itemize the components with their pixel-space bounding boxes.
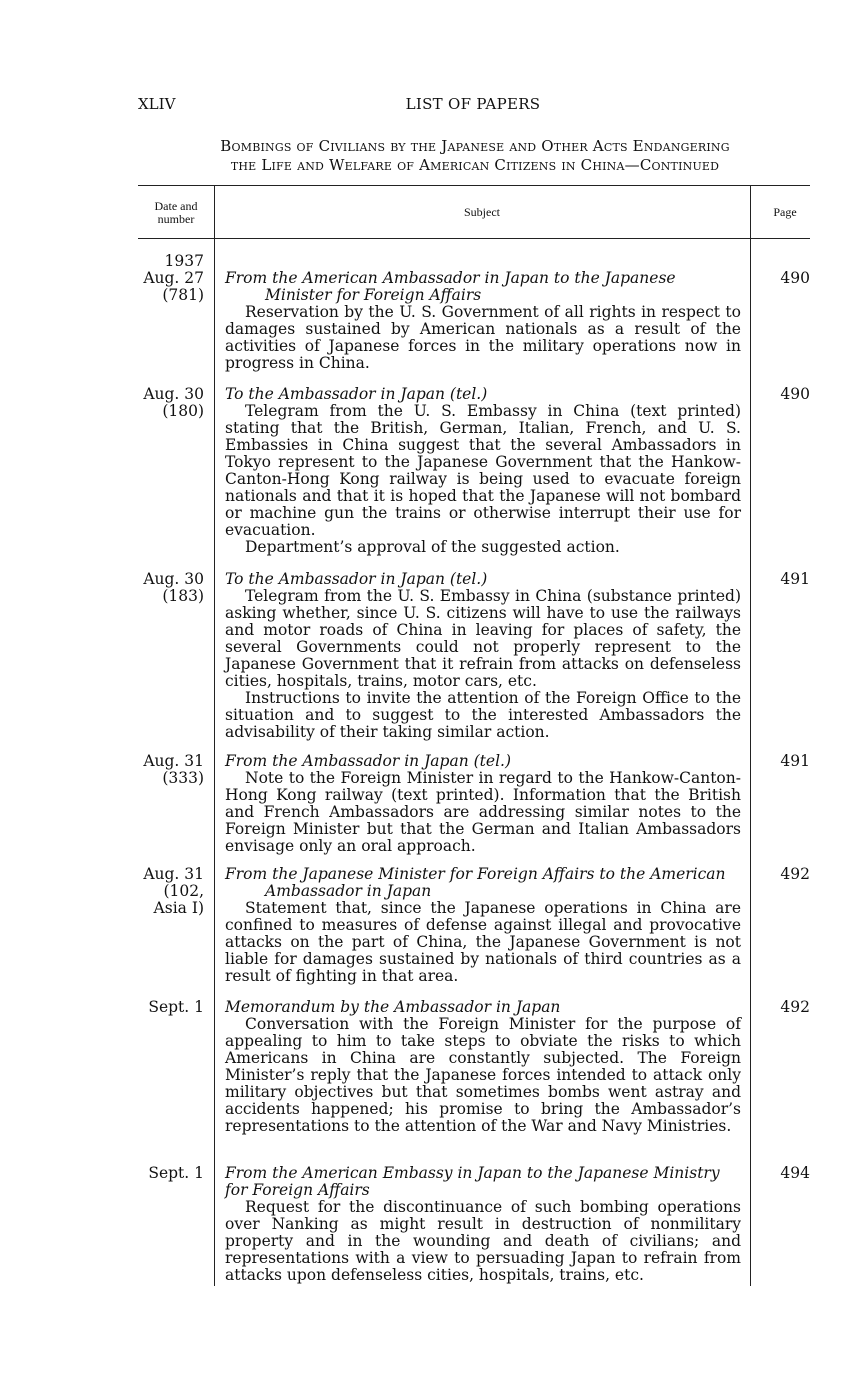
entry-subject-2 xyxy=(225,386,741,556)
column-header-date-line-2: number xyxy=(157,212,195,226)
header-bottom-rule xyxy=(138,238,810,239)
entry-page-1: 490 xyxy=(780,269,810,287)
entry-summary: Note to the Foreign Minister in regard to the Hankow-Canton-Hong Kong railway (text printed). Information that the British and French Ambassadors are addressing similar notes to the Foreign Minister but that the German and Italian Ambassadors envisage only an oral approach. xyxy=(225,769,741,855)
entry-date-7 xyxy=(120,1165,204,1182)
entry-page-2: 490 xyxy=(780,385,810,403)
entry-summary-2: Instructions to invite the attention of the Foreign Office to the situation and to suggest to the interested Ambassadors the advisability of their taking similar action. xyxy=(225,689,741,741)
entry-page-5: 492 xyxy=(780,865,810,883)
page-folio: XLIV xyxy=(138,95,176,113)
entry-subject-3 xyxy=(225,571,741,741)
entry-summary: Reservation by the U. S. Government of all rights in respect to damages sustained by American nationals as a result of the activities of Japanese forces in the military operations now in progress in China. xyxy=(225,303,741,372)
entry-date: Aug. 31 xyxy=(143,752,204,770)
section-title xyxy=(120,137,830,175)
entry-date: Aug. 27 xyxy=(143,269,204,287)
entry-date: Sept. 1 xyxy=(148,998,204,1016)
year-label: 1937 xyxy=(164,252,204,270)
entry-page-7: 494 xyxy=(780,1164,810,1182)
entry-summary: Conversation with the Foreign Minister for the purpose of appealing to him to take steps to obviate the risks to which Americans in China are constantly subjected. The Foreign Minister’s reply that the Japanese forces intended to attack only military objectives but that sometimes bombs went astray and accidents happened; his promise to bring the Ambassador’s representations to the attention of the War and Navy Ministries. xyxy=(225,1015,741,1135)
entry-number: (180) xyxy=(162,402,204,420)
entry-page-4: 491 xyxy=(780,752,810,770)
column-header-page: Page xyxy=(773,205,797,219)
entry-title: To the Ambassador in Japan (tel.) xyxy=(225,385,488,403)
entry-number: (183) xyxy=(162,587,204,605)
entry-summary: Telegram from the U. S. Embassy in China (substance printed) asking whether, since U. S. citizens will have to use the railways and motor roads of China in leaving for places of safety, the several Governments could not properly represent to the Japanese Government that it refrain from attacks on defenseless cities, hospitals, trains, motor cars, etc. xyxy=(225,587,741,690)
entry-date: Aug. 31 xyxy=(143,865,204,883)
column-header-subject: Subject xyxy=(464,205,500,219)
entry-date: Aug. 30 xyxy=(143,385,204,403)
entry-date: Sept. 1 xyxy=(148,1164,204,1182)
column-divider-left xyxy=(214,186,215,1286)
entry-number: (102, xyxy=(163,882,204,900)
entry-date-2 xyxy=(120,386,204,420)
entry-summary: Statement that, since the Japanese operations in China are confined to measures of defense against illegal and provocative attacks on the part of China, the Japanese Government is not liable for damages sustained by nationals of third countries as a result of fighting in that area. xyxy=(225,899,741,985)
entry-title: From the American Ambassador in Japan to the Japanese Minister for Foreign Affairs xyxy=(225,269,676,304)
entry-title: Memorandum by the Ambassador in Japan xyxy=(225,998,561,1016)
entry-title: To the Ambassador in Japan (tel.) xyxy=(225,570,488,588)
entry-summary: Request for the discontinuance of such bombing operations over Nanking as might result in destruction of nonmilitary property and in the wounding and death of civilians; and representations with a view to persuading Japan to refrain from attacks upon defenseless cities, hospitals, trains, etc. xyxy=(225,1198,741,1284)
entry-title: From the Ambassador in Japan (tel.) xyxy=(225,752,512,770)
entry-subject-1 xyxy=(225,270,741,372)
entry-subject-5 xyxy=(225,866,741,985)
entry-summary: Telegram from the U. S. Embassy in China (text printed) stating that the British, German, Italian, French, and U. S. Embassies in China suggest that the several Ambassadors in Tokyo represent to the Japanese Government that the Hankow-Canton-Hong Kong railway is being used to evacuate foreign nationals and that it is hoped that the Japanese will not bombard or machine gun the trains or otherwise interrupt their use for evacuation. xyxy=(225,402,741,539)
entry-date: Aug. 30 xyxy=(143,570,204,588)
entry-date-3 xyxy=(120,571,204,605)
entry-subject-4 xyxy=(225,753,741,855)
entry-subject-7 xyxy=(225,1165,741,1284)
column-header-date xyxy=(140,200,212,226)
entry-date-5 xyxy=(120,866,204,917)
running-head: LIST OF PAPERS xyxy=(405,95,541,113)
entry-subject-6 xyxy=(225,999,741,1135)
section-title-line-2: the Life and Welfare of American Citizens in China—Continued xyxy=(230,156,720,174)
entry-summary-2: Department’s approval of the suggested action. xyxy=(245,538,620,556)
entry-date-6 xyxy=(120,999,204,1016)
entry-title: From the American Embassy in Japan to the Japanese Ministry for Foreign Affairs xyxy=(225,1164,720,1199)
entry-title: From the Japanese Minister for Foreign Affairs to the American Ambassador in Japan xyxy=(225,865,726,900)
entry-number: (781) xyxy=(162,286,204,304)
entry-date-4 xyxy=(120,753,204,787)
column-divider-right xyxy=(750,186,751,1286)
entry-page-3: 491 xyxy=(780,570,810,588)
table-top-rule xyxy=(138,185,810,186)
column-header-date-line-1: Date and xyxy=(154,199,198,213)
entry-date-1 xyxy=(120,270,204,304)
entry-number: (333) xyxy=(162,769,204,787)
section-title-line-1: Bombings of Civilians by the Japanese and Other Acts Endangering xyxy=(220,137,730,155)
entry-number-2: Asia I) xyxy=(153,899,204,917)
entry-page-6: 492 xyxy=(780,998,810,1016)
